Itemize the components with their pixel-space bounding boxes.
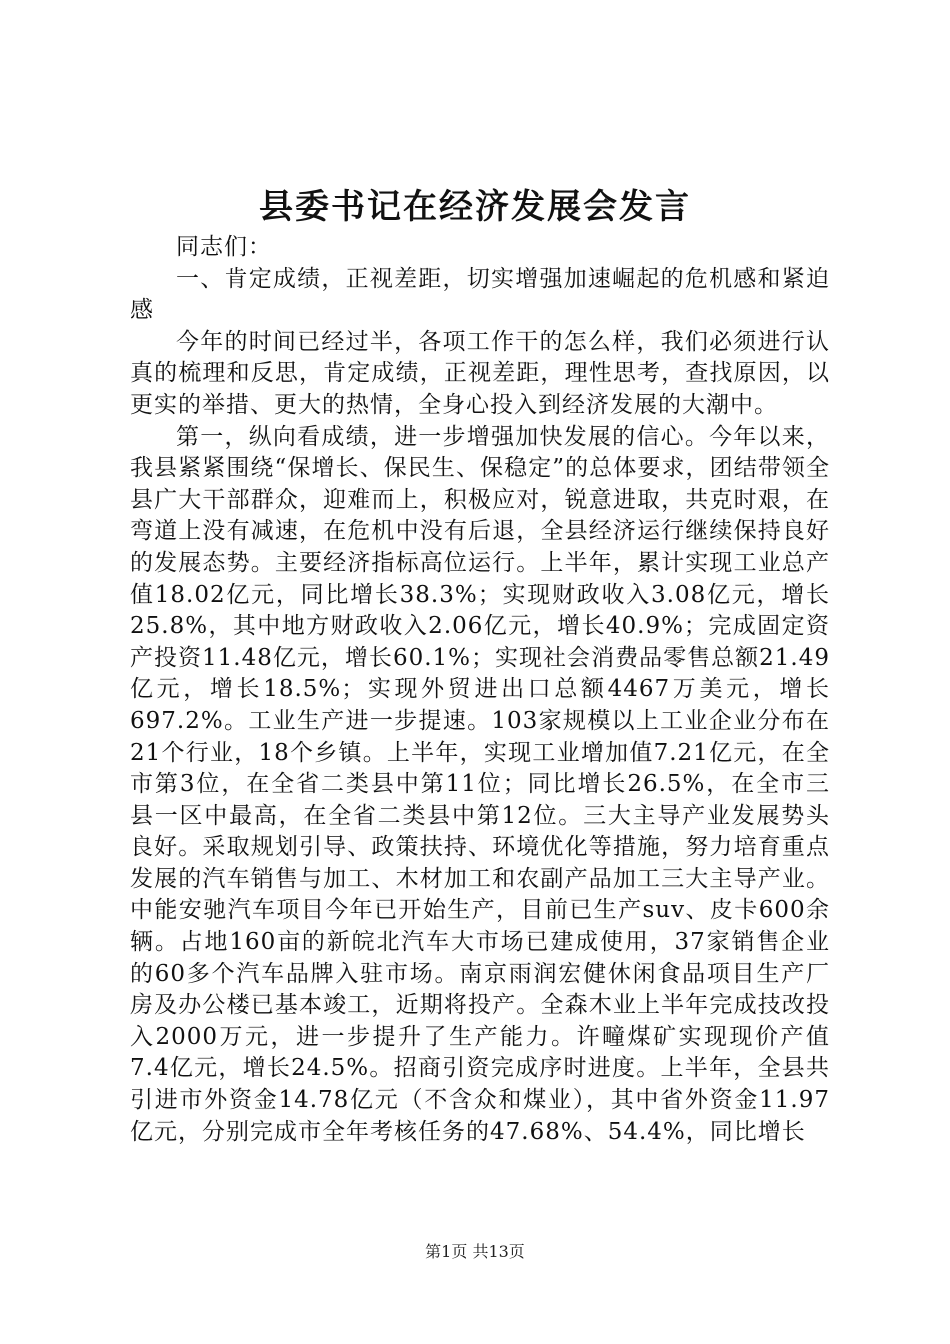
paragraph-intro: 今年的时间已经过半，各项工作干的怎么样，我们必须进行认真的梳理和反思，肯定成绩，正视差距，理性思考，查找原因，以更实的举措、更大的热情，全身心投入到经济发展的大潮中。 (130, 328, 830, 418)
paragraph-section-heading: 一、肯定成绩，正视差距，切实增强加速崛起的危机感和紧迫感 (130, 265, 830, 324)
paragraph-achievements: 第一，纵向看成绩，进一步增强加快发展的信心。今年以来，我县紧紧围绕“保增长、保民生、保稳定”的总体要求，团结带领全县广大干部群众，迎难而上，积极应对，锐意进取，共克时艰，在弯道上没有减速，在危机中没有后退，全县经济运行继续保持良好的发展态势。主要经济指标高位运行。上半年，累计实现工业总产值18.02亿元，同比增长38.3%；实现财政收入3.08亿元，增长25.8%，其中地方财政收入2.06亿元，增长40.9%；完成固定资产投资11.48亿元，增长60.1%；实现社会消费品零售总额21.49亿元，增长18.5%；实现外贸进出口总额4467万美元，增长697.2%。工业生产进一步提速。103家规模以上工业企业分布在21个行业，18个乡镇。上半年，实现工业增加值7.21亿元，在全市第3位，在全省二类县中第11位；同比增长26.5%，在全市三县一区中最高，在全省二类县中第12位。三大主导产业发展势头良好。采取规划引导、政策扶持、环境优化等措施，努力培育重点发展的汽车销售与加工、木材加工和农副产品加工三大主导产业。中能安驰汽车项目今年已开始生产，目前已生产suv、皮卡600余辆。占地160亩的新皖北汽车大市场已建成使用，37家销售企业的60多个汽车品牌入驻市场。南京雨润宏健休闲食品项目生产厂房及办公楼已基本竣工，近期将投产。全森木业上半年完成技改投入2000万元，进一步提升了生产能力。许疃煤矿实现现价产值7.4亿元，增长24.5%。招商引资完成序时进度。上半年，全县共引进市外资金14.78亿元（不含众和煤业），其中省外资金11.97亿元，分别完成市全年考核任务的47.68%、54.4%，同比增长 (130, 423, 830, 1145)
document-title: 县委书记在经济发展会发言 (259, 187, 691, 227)
page-number-footer: 第1页 共13页 (425, 1242, 525, 1261)
paragraph-salutation: 同志们： (176, 234, 272, 260)
document-body (130, 232, 830, 1148)
